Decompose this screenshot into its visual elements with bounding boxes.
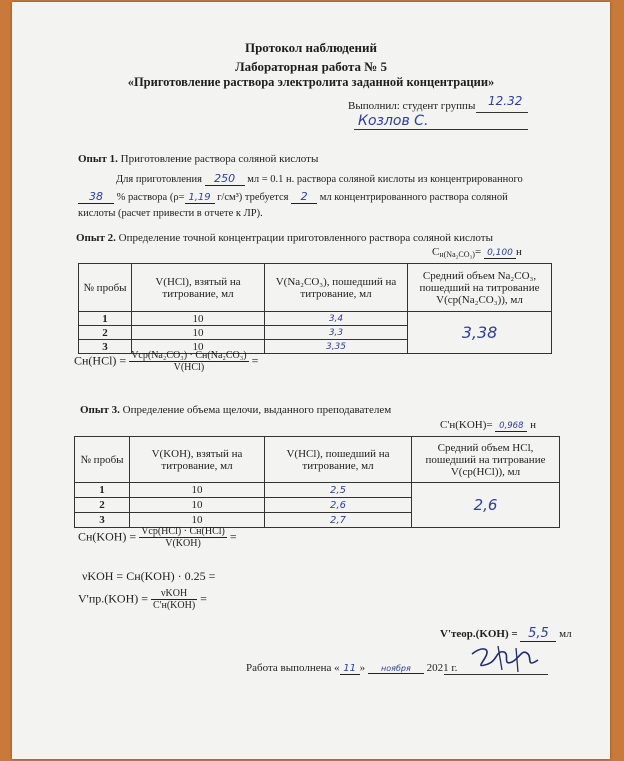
exp2-heading — [76, 232, 493, 244]
exp3-formula1-fraction — [139, 526, 227, 549]
exp2-row1-v1: 10 — [132, 312, 265, 326]
student-name: Козлов С. — [358, 113, 429, 129]
exp3-theor-label: V'теор.(KOH) = — [440, 628, 518, 640]
exp3-row2-n: 2 — [75, 498, 130, 513]
exp2-row1-v2: 3,4 — [265, 312, 408, 326]
exp1-line1-b: мл = 0.1 н. раствора соляной кислоты из концентрированного — [247, 174, 523, 185]
lab-protocol-sheet — [12, 2, 610, 759]
name-line — [354, 129, 528, 130]
exp2-row3-n: 3 — [79, 340, 132, 354]
exp3-conc-unit: н — [530, 419, 536, 431]
lab-title: Лабораторная работа № 5 — [234, 59, 388, 74]
exp3-conc — [440, 419, 536, 432]
exp2-conc-eq: = — [474, 246, 482, 258]
exp3-average-value: 2,6 — [412, 483, 560, 528]
exp2-col-vhcl: V(HCl), взятый на титрование, мл — [132, 264, 265, 312]
exp1-line2-c: мл концентрированного раствора соляной — [319, 192, 508, 203]
exp3-formula3-eq: = — [200, 591, 207, 606]
done-label: Работа выполнена « — [246, 662, 340, 674]
exp3-row3-v1: 10 — [130, 513, 265, 528]
exp2-conc-sub: н(Na₂CO₃) — [439, 250, 475, 259]
exp3-conc-value: 0,968 — [495, 421, 527, 432]
exp3-heading-text: Определение объема щелочи, выданного преподавателем — [122, 404, 392, 416]
exp3-formula3-den: C'н(KOH) — [153, 600, 196, 611]
exp2-row3-v2: 3,35 — [265, 340, 408, 354]
exp2-col-num: № пробы — [79, 264, 132, 312]
exp1-heading-text: Приготовление раствора соляной кислоты — [120, 153, 319, 165]
completion-line — [246, 662, 457, 675]
exp2-conc-c: C — [432, 246, 440, 258]
exp2-formula — [74, 350, 258, 373]
lab-subtitle: «Приготовление раствора электролита заданной концентрации» — [127, 75, 495, 89]
exp3-row2-v1: 10 — [130, 498, 265, 513]
exp3-row1-v2: 2,5 — [265, 483, 412, 498]
exp1-line3: кислоты (расчет привести в отчете к ЛР). — [78, 208, 263, 219]
group-value: 12.32 — [488, 94, 523, 108]
required-ml-value: 2 — [291, 190, 317, 204]
handwritten-signature — [468, 642, 544, 676]
exp3-row1-v1: 10 — [130, 483, 265, 498]
exp2-col-average: Средний объем Na₂CO₃, пошедший на титрование V(ср(Na₂CO₃)), мл — [408, 264, 552, 312]
percent-value: 38 — [78, 190, 114, 204]
exp1-heading — [78, 153, 318, 165]
exp3-row2-v2: 2,6 — [265, 498, 412, 513]
exp3-col-vkoh: V(KOH), взятый на титрование, мл — [130, 437, 265, 483]
exp3-formula3-fraction — [151, 588, 197, 611]
done-mid: » — [359, 662, 366, 674]
exp2-formula-eq: = — [251, 353, 259, 368]
volume-value: 250 — [205, 172, 245, 186]
exp2-average-value: 3,38 — [408, 312, 552, 354]
done-month: ноября — [368, 664, 424, 674]
exp3-formula1 — [78, 526, 237, 549]
exp3-theor — [440, 626, 572, 642]
exp3-theor-unit: мл — [559, 628, 572, 640]
exp3-formula3-left: V'пр.(KOH) = — [78, 591, 149, 606]
exp1-line1 — [116, 172, 523, 186]
exp3-row1-n: 1 — [75, 483, 130, 498]
exp2-col-vna2co3: V(Na₂CO₃), пошедший на титрование, мл — [265, 264, 408, 312]
done-year: 2021 г. — [426, 662, 458, 674]
exp2-formula-den: V(HCl) — [173, 362, 205, 373]
performed-by-label: Выполнил: студент группы — [348, 100, 476, 112]
exp3-formula1-num: Vср(HCl) · Cн(HCl) — [141, 526, 225, 537]
exp2-conc-unit: н — [515, 246, 522, 258]
density-value: 1,19 — [185, 192, 215, 204]
exp3-formula1-left: Cн(KOH) = — [78, 529, 137, 544]
done-day: 11 — [340, 663, 360, 675]
page-title: Протокол наблюдений — [244, 40, 378, 55]
exp2-row3-v1: 10 — [132, 340, 265, 354]
exp2-formula-num: Vср(Na₂CO₃) · Cн(Na₂CO₃) — [131, 350, 247, 361]
exp2-row2-n: 2 — [79, 326, 132, 340]
exp1-line2-a: % раствора (ρ= — [116, 192, 185, 203]
exp1-line1-a: Для приготовления — [116, 174, 202, 185]
exp2-formula-fraction — [129, 350, 248, 373]
exp3-formula3-num: νKOH — [151, 588, 197, 600]
exp3-heading-num: Опыт 3. — [80, 404, 120, 416]
exp1-heading-num: Опыт 1. — [78, 153, 118, 165]
exp2-conc — [432, 246, 522, 259]
exp2-heading-text: Определение точной концентрации приготовленного раствора соляной кислоты — [118, 232, 493, 244]
exp2-row1-n: 1 — [79, 312, 132, 326]
exp2-row2-v1: 10 — [132, 326, 265, 340]
exp3-formula3 — [78, 588, 207, 611]
exp2-heading-num: Опыт 2. — [76, 232, 116, 244]
exp3-theor-value: 5,5 — [520, 626, 556, 642]
exp3-row3-n: 3 — [75, 513, 130, 528]
exp1-line2 — [78, 190, 508, 204]
exp2-conc-value: 0,100 — [484, 248, 516, 259]
exp3-row3-v2: 2,7 — [265, 513, 412, 528]
exp3-table — [74, 436, 560, 528]
exp3-formula2: νKOH = Cн(KOH) · 0.25 = — [82, 569, 216, 583]
exp3-col-num: № пробы — [75, 437, 130, 483]
exp2-row2-v2: 3,3 — [265, 326, 408, 340]
exp3-formula1-den: V(KOH) — [165, 538, 201, 549]
exp3-col-vhcl: V(HCl), пошедший на титрование, мл — [265, 437, 412, 483]
exp2-table — [78, 263, 552, 354]
exp3-formula1-eq: = — [229, 529, 237, 544]
exp1-line2-b: г/см³) требуется — [217, 192, 289, 203]
group-line — [476, 112, 528, 113]
exp2-formula-left: Cн(HCl) = — [74, 353, 127, 368]
exp3-conc-label: C'н(KOH)= — [440, 419, 493, 431]
exp3-heading — [80, 404, 391, 416]
exp3-col-average: Средний объем HCl, пошедший на титрование V(ср(HCl)), мл — [412, 437, 560, 483]
